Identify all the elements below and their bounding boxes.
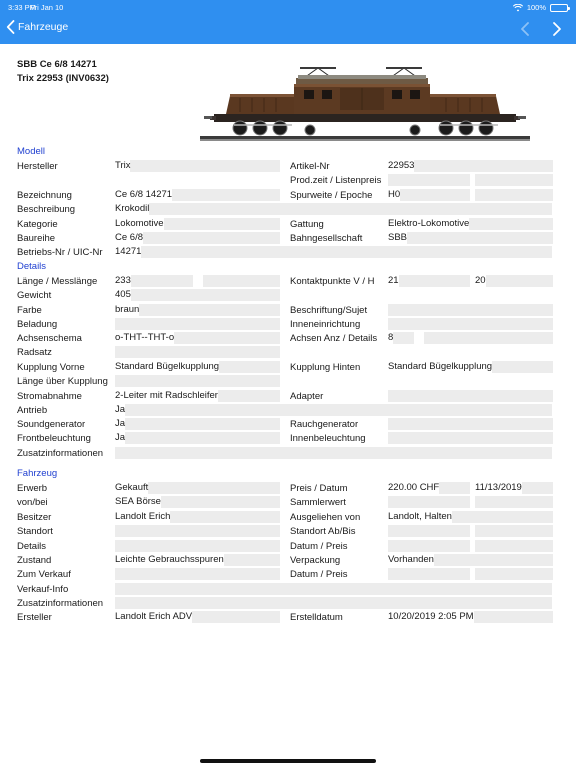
field-value[interactable] (388, 540, 470, 552)
field-value-text: Vorhanden (388, 554, 434, 565)
field-label: Kontaktpunkte V / H (290, 276, 375, 287)
field-value-secondary[interactable] (475, 189, 553, 201)
field-value-text: 21 (388, 275, 399, 286)
field-value-text: 22953 (388, 160, 415, 171)
field-value[interactable] (115, 447, 552, 459)
form-row (0, 304, 576, 318)
field-label: Standort (17, 526, 53, 537)
field-label: Beschriftung/Sujet (290, 305, 368, 316)
form-row (0, 511, 576, 525)
field-label: Spurweite / Epoche (290, 190, 373, 201)
field-label: Erwerb (17, 483, 48, 494)
field-label: Preis / Datum (290, 483, 348, 494)
field-value[interactable] (115, 332, 280, 344)
field-value-text: SEA Börse (115, 496, 161, 507)
back-button-label: Fahrzeuge (18, 21, 69, 33)
field-value-secondary[interactable] (475, 568, 553, 580)
field-value-text: Landolt, Halten (388, 511, 452, 522)
field-label: Stromabnahme (17, 391, 82, 402)
form-row (0, 390, 576, 404)
field-value[interactable] (388, 611, 553, 623)
form-row (0, 611, 576, 625)
field-value-text: 233 (115, 275, 131, 286)
field-value-text: Ce 6/8 14271 (115, 189, 173, 200)
form-row (0, 189, 576, 203)
field-value-text: SBB (388, 232, 408, 243)
form-row (0, 346, 576, 360)
field-value-text: o-THT--THT-o (115, 332, 175, 343)
back-button[interactable] (6, 20, 68, 34)
field-value-text: 405 (115, 289, 131, 300)
field-value[interactable] (115, 482, 280, 494)
field-label: Zusatzinformationen (17, 448, 104, 459)
field-label: Inneneinrichtung (290, 319, 361, 330)
form-row (0, 418, 576, 432)
field-value-text: 10/20/2019 2:05 PM (388, 611, 474, 622)
field-label: Gattung (290, 219, 324, 230)
field-label: Prod.zeit / Listenpreis (290, 175, 382, 186)
field-value-text: Elektro-Lokomotive (388, 218, 470, 229)
field-value[interactable] (388, 432, 553, 444)
field-value[interactable] (388, 318, 553, 330)
field-label: Länge über Kupplung (17, 376, 108, 387)
section-modell: Modell (17, 146, 45, 157)
field-value[interactable] (115, 432, 280, 444)
field-value[interactable] (115, 289, 280, 301)
field-label: Soundgenerator (17, 419, 86, 430)
navigation-bar (0, 14, 576, 44)
field-value-text: Landolt Erich ADV (115, 611, 193, 622)
field-value-text: Landolt Erich (115, 511, 171, 522)
field-value[interactable] (115, 568, 280, 580)
form-row (0, 361, 576, 375)
field-value-secondary[interactable] (475, 275, 553, 287)
field-value[interactable] (115, 583, 552, 595)
field-label: Ausgeliehen von (290, 512, 361, 523)
field-value[interactable] (388, 332, 414, 344)
field-value[interactable] (115, 361, 280, 373)
form-row (0, 496, 576, 510)
form-row (0, 525, 576, 539)
field-value-text: braun (115, 304, 140, 315)
field-label: Frontbeleuchtung (17, 433, 91, 444)
field-label: Bezeichnung (17, 190, 72, 201)
form-row (0, 482, 576, 496)
locomotive-image[interactable] (200, 64, 530, 146)
field-value-secondary[interactable] (424, 332, 553, 344)
field-value[interactable] (115, 218, 280, 230)
home-indicator[interactable] (200, 759, 376, 763)
field-label: Datum / Preis (290, 569, 348, 580)
field-value[interactable] (388, 525, 470, 537)
field-value-text: Lokomotive (115, 218, 164, 229)
field-label: von/bei (17, 497, 48, 508)
field-value[interactable] (115, 203, 552, 215)
field-value-text: 14271 (115, 246, 142, 257)
form-row (0, 447, 576, 461)
field-value[interactable] (115, 496, 280, 508)
field-label: Artikel-Nr (290, 161, 330, 172)
field-value[interactable] (115, 511, 280, 523)
field-value-text: Leichte Gebrauchsspuren (115, 554, 224, 565)
form-row (0, 404, 576, 418)
form-row (0, 218, 576, 232)
field-label: Details (17, 541, 47, 552)
field-value[interactable] (388, 189, 470, 201)
field-value[interactable] (388, 160, 553, 172)
form-row (0, 568, 576, 582)
next-record-button[interactable] (550, 21, 564, 37)
field-value[interactable] (115, 597, 552, 609)
field-label: Achsenschema (17, 333, 82, 344)
field-value[interactable] (115, 318, 280, 330)
field-value[interactable] (388, 174, 470, 186)
field-label: Verkauf-Info (17, 584, 69, 595)
field-value[interactable] (115, 554, 280, 566)
field-label: Zustand (17, 555, 52, 566)
field-label: Kategorie (17, 219, 58, 230)
form-row (0, 246, 576, 260)
field-value-secondary[interactable] (475, 482, 553, 494)
field-value-text: 2-Leiter mit Radschleifer (115, 390, 218, 401)
field-label: Standort Ab/Bis (290, 526, 356, 537)
field-value[interactable] (115, 404, 552, 416)
field-value-secondary[interactable] (203, 275, 280, 287)
field-label: Betriebs-Nr / UIC-Nr (17, 247, 103, 258)
field-value-secondary[interactable] (475, 525, 553, 537)
field-label: Radsatz (17, 347, 52, 358)
field-value-text: 220.00 CHF (388, 482, 440, 493)
form-row (0, 332, 576, 346)
field-value-text: Gekauft (115, 482, 149, 493)
field-label: Kupplung Hinten (290, 362, 361, 373)
field-value-text: Standard Bügelkupplung (115, 361, 220, 372)
section-details: Details (17, 261, 47, 272)
field-value-text: Krokodil (115, 203, 150, 214)
field-label: Achsen Anz / Details (290, 333, 378, 344)
previous-record-button[interactable] (518, 21, 532, 37)
status-right (513, 3, 568, 12)
field-label: Innenbeleuchtung (290, 433, 366, 444)
field-value[interactable] (388, 304, 553, 316)
field-label: Zum Verkauf (17, 569, 71, 580)
form-row (0, 318, 576, 332)
field-label: Ersteller (17, 612, 52, 623)
field-label: Adapter (290, 391, 324, 402)
field-value[interactable] (115, 304, 280, 316)
field-value-text: 8 (388, 332, 394, 343)
field-value[interactable] (388, 218, 553, 230)
field-value-text: 20 (475, 275, 486, 286)
field-value[interactable] (388, 390, 553, 402)
form-row (0, 232, 576, 246)
field-value[interactable] (115, 160, 280, 172)
field-value[interactable] (115, 232, 280, 244)
field-value[interactable] (115, 375, 280, 387)
field-value[interactable] (388, 554, 553, 566)
form-row (0, 174, 576, 188)
wifi-icon (513, 4, 523, 12)
field-label: Sammlerwert (290, 497, 346, 508)
field-label: Erstelldatum (290, 612, 343, 623)
field-value[interactable] (388, 232, 553, 244)
form-row (0, 554, 576, 568)
field-label: Beschreibung (17, 204, 76, 215)
field-value[interactable] (115, 525, 280, 537)
page-title: SBB Ce 6/8 14271 (17, 59, 97, 70)
field-value-secondary[interactable] (475, 540, 553, 552)
field-label: Antrieb (17, 405, 48, 416)
form-row (0, 275, 576, 289)
status-date: Fri Jan 10 (30, 3, 64, 12)
field-value-secondary[interactable] (475, 496, 553, 508)
field-label: Hersteller (17, 161, 58, 172)
form-row (0, 289, 576, 303)
field-value[interactable] (115, 346, 280, 358)
field-value-text: Ja (115, 432, 126, 443)
status-bar (0, 0, 576, 14)
form-row (0, 540, 576, 554)
field-value-text: Standard Bügelkupplung (388, 361, 493, 372)
section-fahrzeug: Fahrzeug (17, 468, 58, 479)
field-value[interactable] (115, 540, 280, 552)
field-value[interactable] (388, 496, 470, 508)
form-row (0, 583, 576, 597)
field-label: Verpackung (290, 555, 341, 566)
field-label: Rauchgenerator (290, 419, 359, 430)
field-value-text: H0 (388, 189, 401, 200)
field-value[interactable] (115, 189, 280, 201)
field-label: Länge / Messlänge (17, 276, 98, 287)
field-label: Besitzer (17, 512, 52, 523)
field-label: Bahngesellschaft (290, 233, 363, 244)
status-time: 3:33 PM (8, 3, 36, 12)
form-row (0, 160, 576, 174)
form-row (0, 597, 576, 611)
field-value[interactable] (115, 275, 193, 287)
field-value-text: 11/13/2019 (475, 482, 522, 493)
field-value[interactable] (115, 390, 280, 402)
chevron-left-icon (6, 20, 15, 34)
field-value[interactable] (388, 511, 553, 523)
field-label: Gewicht (17, 290, 52, 301)
field-value[interactable] (115, 246, 552, 258)
field-label: Beladung (17, 319, 58, 330)
field-value[interactable] (388, 361, 553, 373)
page-subtitle: Trix 22953 (INV0632) (17, 73, 109, 84)
field-label: Farbe (17, 305, 42, 316)
field-value[interactable] (388, 568, 470, 580)
battery-icon (550, 4, 568, 12)
field-label: Baureihe (17, 233, 56, 244)
field-value-text: Trix (115, 160, 131, 171)
battery-percent: 100% (526, 3, 546, 12)
form-row (0, 432, 576, 446)
field-label: Kupplung Vorne (17, 362, 85, 373)
form-row (0, 375, 576, 389)
field-value-text: Ja (115, 418, 126, 429)
field-value[interactable] (115, 418, 280, 430)
field-value-text: Ja (115, 404, 126, 415)
field-value-secondary[interactable] (475, 174, 553, 186)
field-value[interactable] (388, 275, 470, 287)
field-value[interactable] (388, 482, 470, 494)
field-value[interactable] (115, 611, 280, 623)
field-label: Datum / Preis (290, 541, 348, 552)
field-label: Zusatzinformationen (17, 598, 104, 609)
field-value-text: Ce 6/8 (115, 232, 143, 243)
field-value[interactable] (388, 418, 553, 430)
form-row (0, 203, 576, 217)
